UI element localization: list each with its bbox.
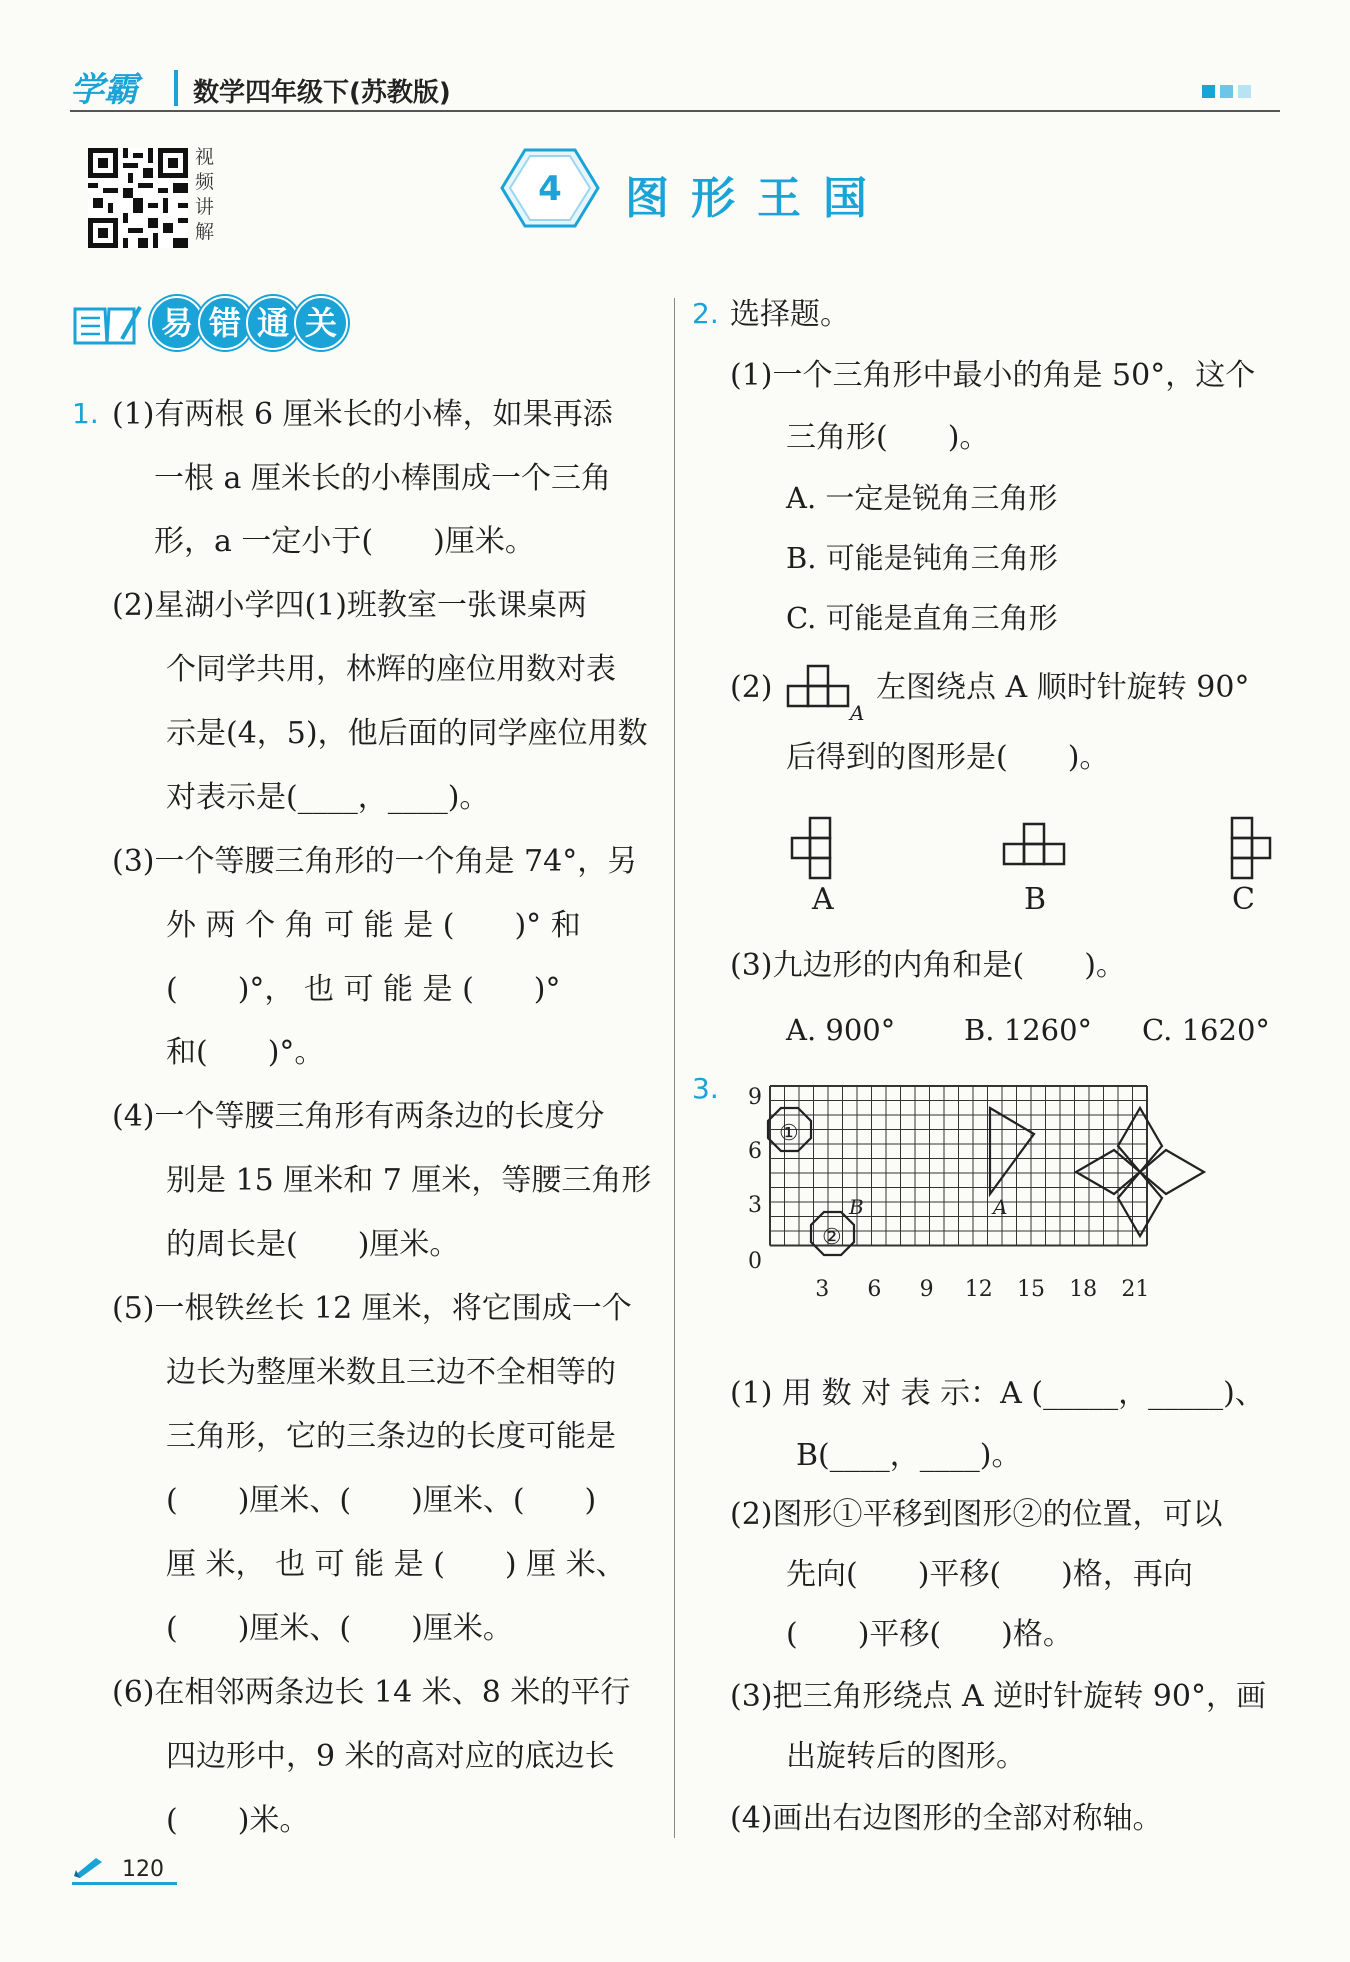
y-tick-label: 3 — [748, 1193, 762, 1218]
q1-line: (3)一个等腰三角形的一个角是 74°，另 — [112, 844, 638, 879]
q1-line: (4)一个等腰三角形有两条边的长度分 — [112, 1099, 605, 1134]
rotation-figure — [784, 664, 864, 722]
point-label: B — [849, 1195, 864, 1219]
q3-line: (2)图形①平移到图形②的位置，可以 — [730, 1497, 1223, 1532]
q3-line: (3)把三角形绕点 A 逆时针旋转 90°，画 — [730, 1679, 1266, 1714]
q1-line: 对表示是(____，____)。 — [166, 780, 490, 815]
choice-figure-a[interactable] — [790, 812, 840, 884]
y-tick-label: 0 — [748, 1249, 762, 1274]
x-tick-label: 18 — [1069, 1277, 1098, 1302]
choice-figure-b[interactable] — [1000, 820, 1066, 868]
brand-logo: 学霸 — [70, 70, 138, 110]
shape-label: ② — [822, 1225, 842, 1250]
q1-line: ( )厘米、( )厘米、( ) — [166, 1483, 597, 1518]
section-title — [150, 296, 342, 350]
x-tick-label: 9 — [919, 1277, 934, 1302]
q2-option: B. 1260° — [964, 1013, 1093, 1047]
q1-line: 别是 15 厘米和 7 厘米，等腰三角形 — [166, 1163, 652, 1198]
y-tick-label: 9 — [748, 1085, 762, 1110]
q2-option: B. 可能是钝角三角形 — [786, 541, 1058, 575]
q1-line: 边长为整厘米数且三边不全相等的 — [166, 1355, 616, 1390]
section-title-char: 易 — [150, 296, 204, 350]
q1-line: (6)在相邻两条边长 14 米、8 米的平行 — [112, 1675, 631, 1710]
q1-line: 外 两 个 角 可 能 是 ( )° 和 — [166, 908, 581, 943]
choice-label[interactable]: C — [1232, 882, 1255, 917]
grid-figure[interactable] — [730, 1084, 1250, 1344]
section-title-char: 错 — [198, 296, 252, 350]
q3-line: (4)画出右边图形的全部对称轴。 — [730, 1801, 1163, 1836]
q3-line: 出旋转后的图形。 — [786, 1739, 1026, 1774]
qr-label-char: 解 — [195, 221, 215, 243]
choice-label[interactable]: B — [1024, 882, 1047, 917]
q2-line: (3)九边形的内角和是( )。 — [730, 948, 1126, 983]
q2-line: 左图绕点 A 顺时针旋转 90° — [876, 670, 1250, 705]
question-number: 2. — [692, 297, 719, 330]
q1-line: 和( )°。 — [166, 1035, 325, 1070]
q3-line: 先向( )平移( )格，再向 — [786, 1557, 1193, 1592]
x-tick-label: 15 — [1017, 1277, 1045, 1302]
grid-lines — [770, 1086, 1147, 1246]
x-tick-label: 12 — [964, 1277, 993, 1302]
q1-line: (2)星湖小学四(1)班教室一张课桌两 — [112, 588, 587, 623]
header-rule — [70, 110, 1280, 112]
x-tick-label: 6 — [867, 1277, 882, 1302]
q3-line: ( )平移( )格。 — [786, 1617, 1073, 1652]
q1-line: ( )°， 也 可 能 是 ( )° — [166, 972, 561, 1007]
q1-line: 厘 米， 也 可 能 是 ( ) 厘 米、 — [166, 1547, 626, 1582]
page-number: 120 — [122, 1857, 164, 1882]
y-tick-label: 6 — [748, 1139, 762, 1164]
header-square-icon — [1220, 85, 1233, 98]
choice-label[interactable]: A — [812, 882, 834, 917]
header-square-icon — [1238, 85, 1251, 98]
q1-line: (1)有两根 6 厘米长的小棒，如果再添 — [112, 397, 613, 432]
q1-line: 的周长是( )厘米。 — [166, 1227, 460, 1262]
shape-label: ① — [779, 1121, 799, 1146]
page-number-underline — [72, 1882, 177, 1885]
open-book-icon — [72, 303, 142, 347]
q1-line: 形，a 一定小于( )厘米。 — [154, 524, 535, 559]
q1-line: 个同学共用，林辉的座位用数对表 — [166, 652, 616, 687]
q2-line: 后得到的图形是( )。 — [786, 740, 1110, 775]
chapter-title: 图形王国 — [625, 173, 889, 224]
point-label: A — [850, 701, 864, 722]
chapter-number: 4 — [538, 169, 562, 209]
qr-label-char: 讲 — [195, 196, 215, 218]
section-title-char: 关 — [294, 296, 348, 350]
x-tick-label: 3 — [815, 1277, 830, 1302]
q1-line: 四边形中，9 米的高对应的底边长 — [166, 1739, 615, 1774]
q2-line: (1)一个三角形中最小的角是 50°，这个 — [730, 358, 1256, 393]
choice-figure-c[interactable] — [1226, 812, 1276, 884]
question-number: 1. — [72, 397, 99, 430]
q1-line: 一根 a 厘米长的小棒围成一个三角 — [154, 461, 611, 496]
qr-label-char: 频 — [195, 171, 215, 193]
q3-line: (1) 用 数 对 表 示：A (_____，_____)、 — [730, 1376, 1265, 1411]
section-title-char: 通 — [246, 296, 300, 350]
qr-code-icon[interactable] — [88, 148, 188, 248]
question-number: 3. — [692, 1072, 719, 1105]
q1-line: ( )厘米、( )厘米。 — [166, 1611, 513, 1646]
q3-line: B(____，____)。 — [796, 1438, 1022, 1473]
q2-option: C. 1620° — [1142, 1013, 1270, 1047]
brand-divider — [174, 70, 178, 106]
column-divider — [674, 298, 675, 1838]
q2-option: C. 可能是直角三角形 — [786, 601, 1058, 635]
qr-label — [195, 145, 221, 245]
triangle-shape — [990, 1108, 1034, 1194]
q1-line: 示是(4，5)，他后面的同学座位用数 — [166, 716, 648, 751]
chapter-badge — [500, 148, 600, 228]
q2-option: A. 一定是锐角三角形 — [786, 481, 1058, 515]
point-label: A — [993, 1195, 1008, 1219]
q2-line: (2) — [730, 670, 773, 705]
qr-label-char: 视 — [195, 146, 215, 168]
x-tick-label: 21 — [1121, 1277, 1150, 1302]
pencil-icon — [72, 1856, 104, 1880]
q2-title: 选择题。 — [730, 297, 850, 332]
header-square-icon — [1202, 85, 1215, 98]
q2-line: 三角形( )。 — [786, 420, 990, 455]
q1-line: ( )米。 — [166, 1803, 310, 1838]
q1-line: (5)一根铁丝长 12 厘米，将它围成一个 — [112, 1291, 632, 1326]
q1-line: 三角形，它的三条边的长度可能是 — [166, 1419, 616, 1454]
book-title: 数学四年级下(苏教版) — [193, 78, 451, 108]
q2-option: A. 900° — [786, 1013, 896, 1047]
